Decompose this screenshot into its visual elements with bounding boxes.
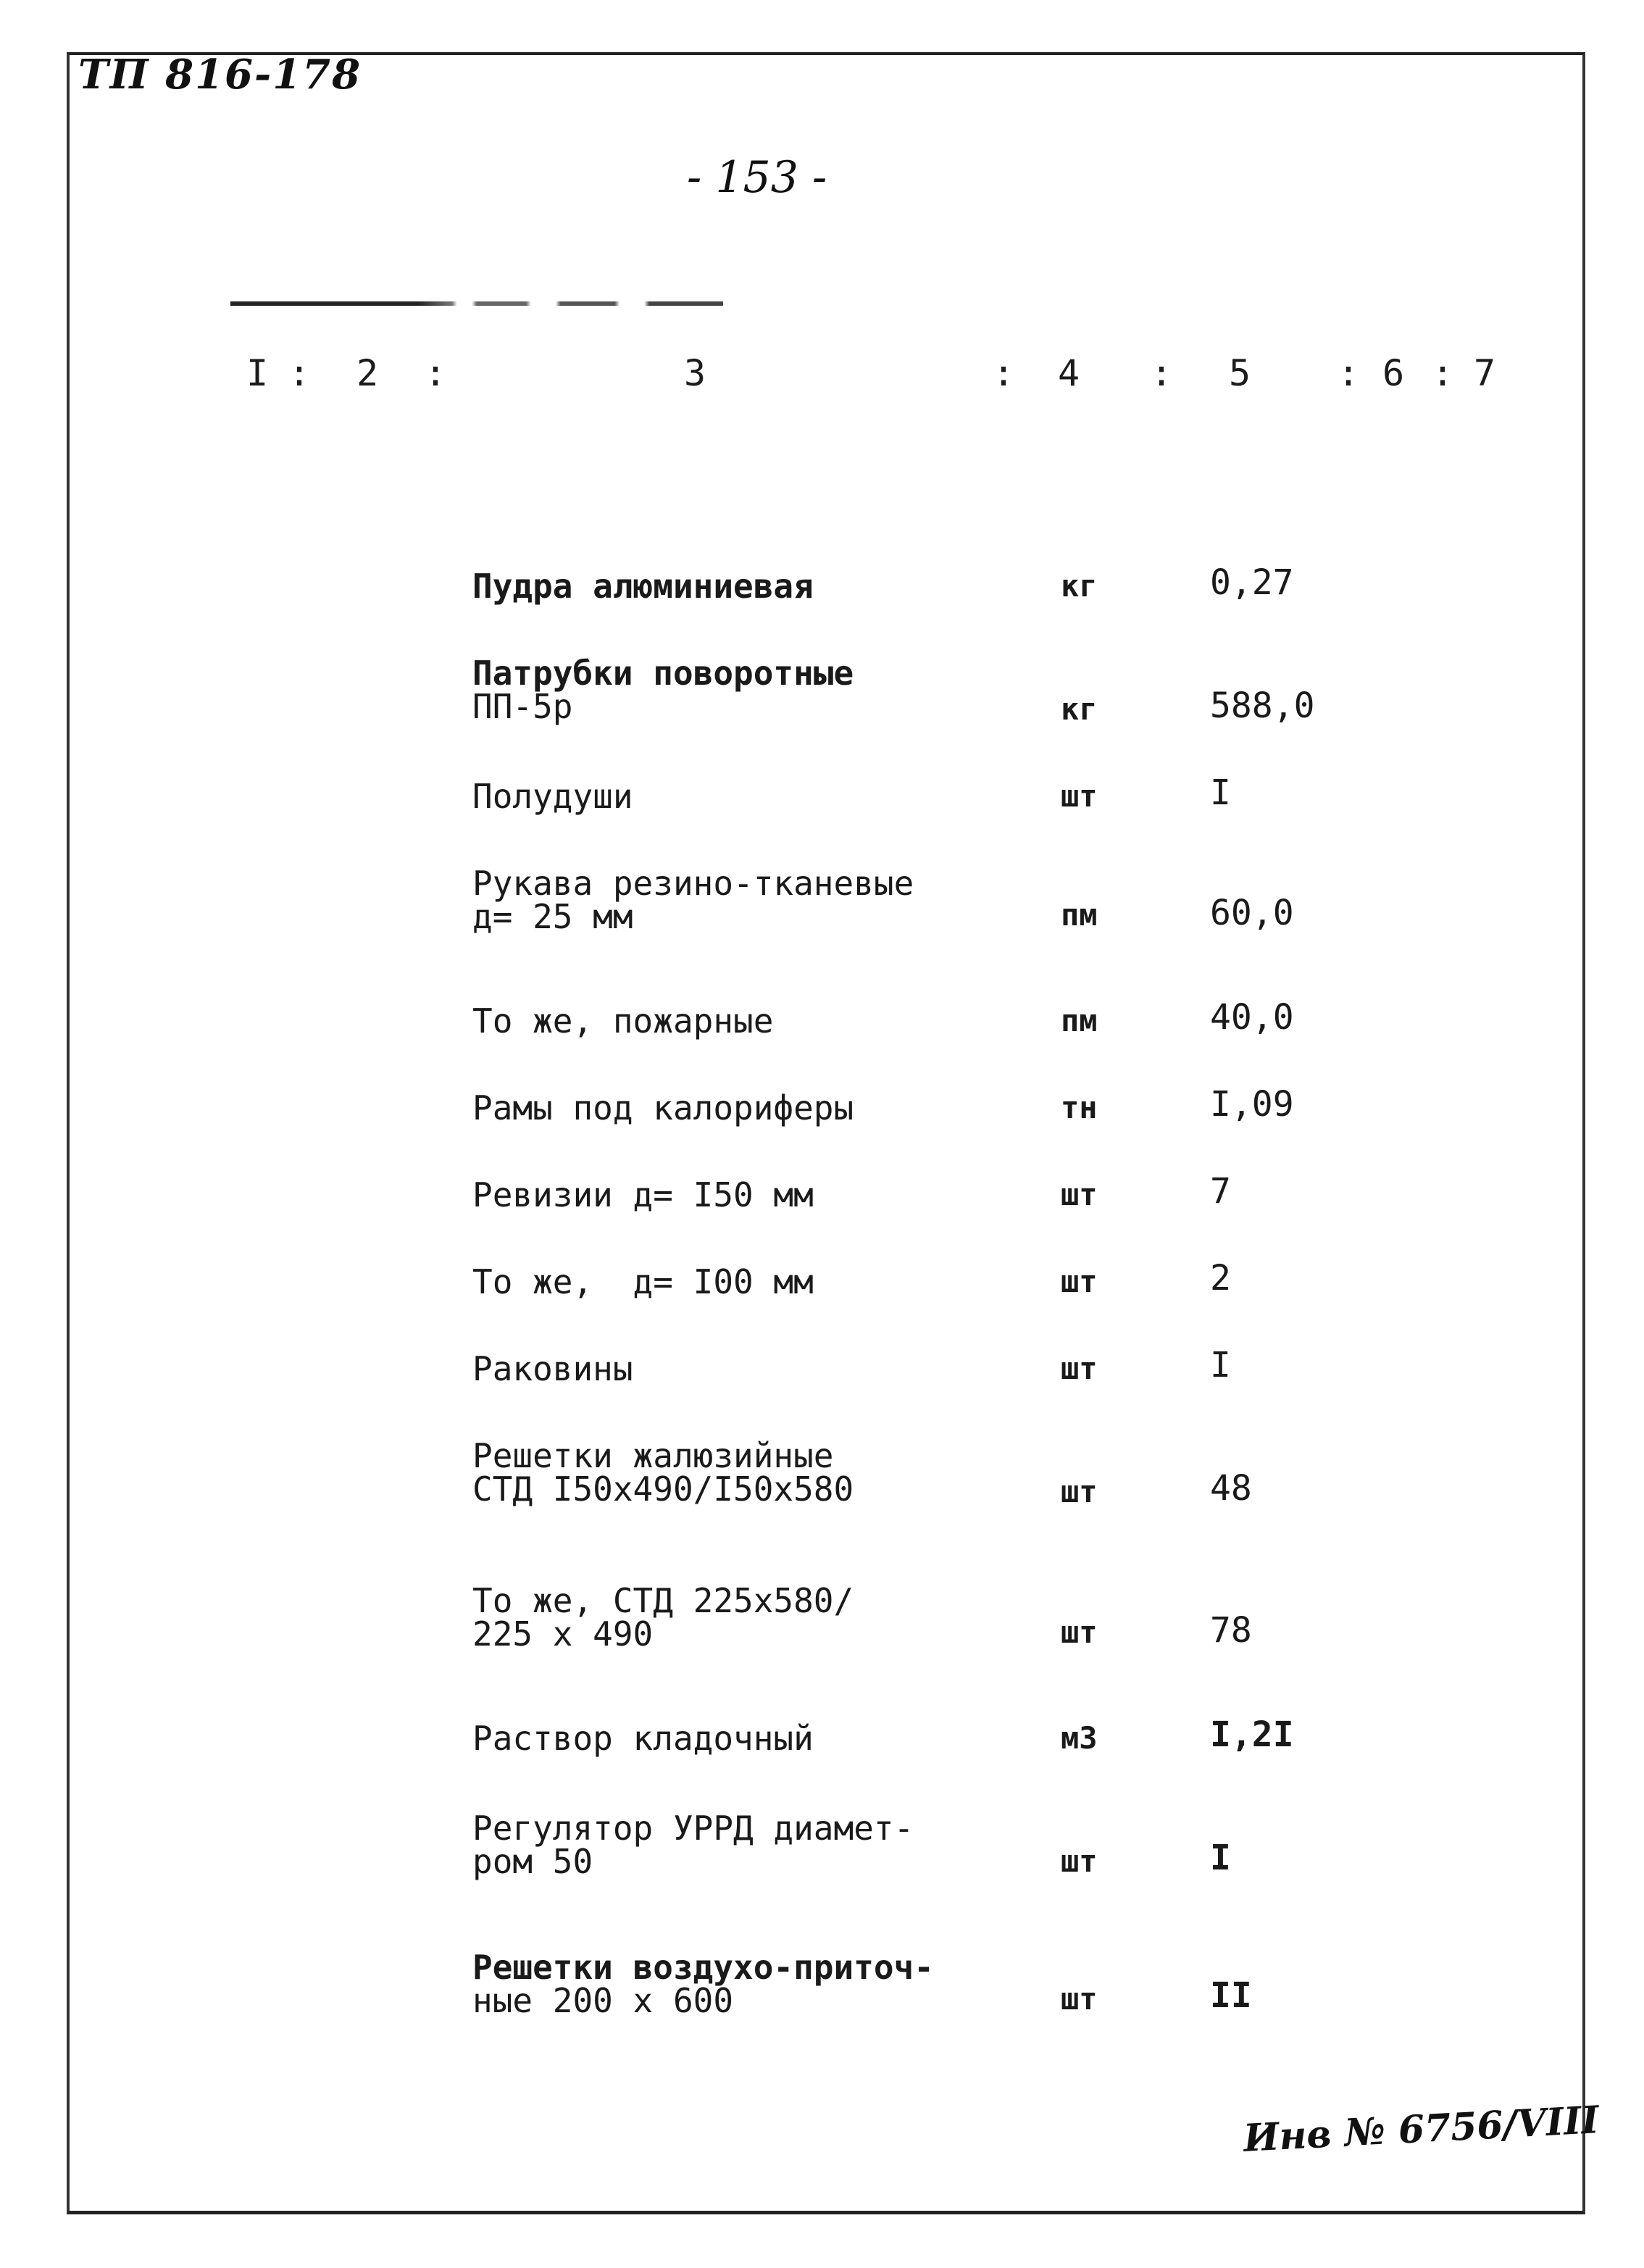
row-quantity: 7 [1210, 1171, 1231, 1212]
row-unit: пм [1061, 897, 1098, 933]
row-item-name-line: СТД I50х490/I50х580 [472, 1469, 854, 1509]
row-unit: шт [1061, 778, 1098, 814]
row-item-name-line: ПП-5р [472, 687, 573, 726]
row-item-name [472, 1088, 854, 1127]
row-unit: шт [1061, 1177, 1098, 1212]
row-unit: пм [1061, 1003, 1098, 1038]
row-quantity: 48 [1210, 1468, 1252, 1509]
row-item-name [472, 654, 854, 726]
row-unit: кг [1061, 568, 1098, 604]
column-header-1: I [246, 352, 269, 394]
row-unit: шт [1061, 1614, 1098, 1650]
row-item-name-line: То же, пожарные [472, 1001, 774, 1041]
row-item-name [472, 1349, 633, 1388]
row-unit: шт [1061, 1351, 1098, 1386]
row-item-name-line: д= 25 мм [472, 897, 633, 936]
row-item-name-line: Ревизии д= I50 мм [472, 1175, 814, 1214]
column-header-3: 3 [684, 352, 706, 394]
row-quantity: 2 [1210, 1258, 1231, 1298]
row-quantity: I,2I [1210, 1714, 1294, 1755]
row-item-name [472, 1719, 814, 1758]
row-quantity: I [1210, 1345, 1231, 1385]
row-item-name-line: То же, СТД 225х580/ [472, 1581, 854, 1620]
row-quantity: 0,27 [1210, 562, 1294, 603]
row-quantity: 588,0 [1210, 685, 1315, 726]
document-code: ТП 816-178 [78, 51, 362, 99]
row-item-name [472, 1175, 814, 1214]
row-unit: шт [1061, 1474, 1098, 1509]
row-item-name-line: Решетки воздухо-приточ- [472, 1948, 934, 1987]
row-unit: кг [1061, 691, 1098, 727]
column-header-separator: : [1151, 352, 1173, 394]
row-item-name [472, 777, 633, 816]
row-item-name-line: Регулятор УРРД диамет- [472, 1809, 914, 1848]
row-item-name-line: ные 200 х 600 [472, 1981, 734, 2020]
row-item-name-line: Полудуши [472, 777, 633, 816]
row-unit: м3 [1061, 1720, 1098, 1756]
row-item-name-line: Рукава резино-тканевые [472, 864, 914, 903]
row-item-name-line: 225 х 490 [472, 1614, 654, 1654]
page-number: - 153 - [687, 152, 827, 203]
row-quantity: I,09 [1210, 1084, 1294, 1125]
row-quantity: 78 [1210, 1610, 1252, 1651]
inventory-number-stamp: Инв № 6756/VIII [1242, 2098, 1601, 2161]
column-header-separator: : [1432, 352, 1454, 394]
row-item-name [472, 864, 914, 936]
row-quantity: I [1210, 772, 1231, 813]
row-item-name [472, 1809, 914, 1881]
column-header-6: 6 [1382, 352, 1405, 394]
row-item-name-line: Раковины [472, 1349, 633, 1388]
row-item-name [472, 1948, 934, 2020]
column-header-separator: : [288, 352, 311, 394]
row-item-name [472, 1262, 814, 1301]
row-item-name-line: Раствор кладочный [472, 1719, 814, 1758]
column-header-separator: : [1338, 352, 1360, 394]
row-item-name [472, 1581, 854, 1654]
row-quantity: 60,0 [1210, 893, 1294, 933]
column-header-7: 7 [1474, 352, 1496, 394]
row-item-name-line: Пудра алюминиевая [472, 567, 814, 606]
column-header-4: 4 [1058, 352, 1080, 394]
row-quantity: II [1210, 1975, 1252, 2016]
row-item-name [472, 1001, 774, 1041]
row-unit: шт [1061, 1264, 1098, 1299]
row-item-name [472, 1436, 854, 1509]
header-rule [230, 301, 723, 306]
row-item-name-line: Патрубки поворотные [472, 654, 854, 693]
column-header-2: 2 [356, 352, 379, 394]
row-item-name-line: Решетки жалюзийные [472, 1436, 834, 1475]
column-header-separator: : [425, 352, 447, 394]
row-item-name [472, 567, 814, 606]
row-quantity: 40,0 [1210, 997, 1294, 1038]
row-item-name-line: Рамы под калориферы [472, 1088, 854, 1127]
row-unit: шт [1061, 1981, 1098, 2017]
row-unit: тн [1061, 1090, 1098, 1125]
column-header-5: 5 [1229, 352, 1251, 394]
row-unit: шт [1061, 1843, 1098, 1879]
row-item-name-line: ром 50 [472, 1842, 593, 1881]
column-header-separator: : [993, 352, 1015, 394]
row-quantity: I [1210, 1838, 1231, 1878]
row-item-name-line: То же, д= I00 мм [472, 1262, 814, 1301]
